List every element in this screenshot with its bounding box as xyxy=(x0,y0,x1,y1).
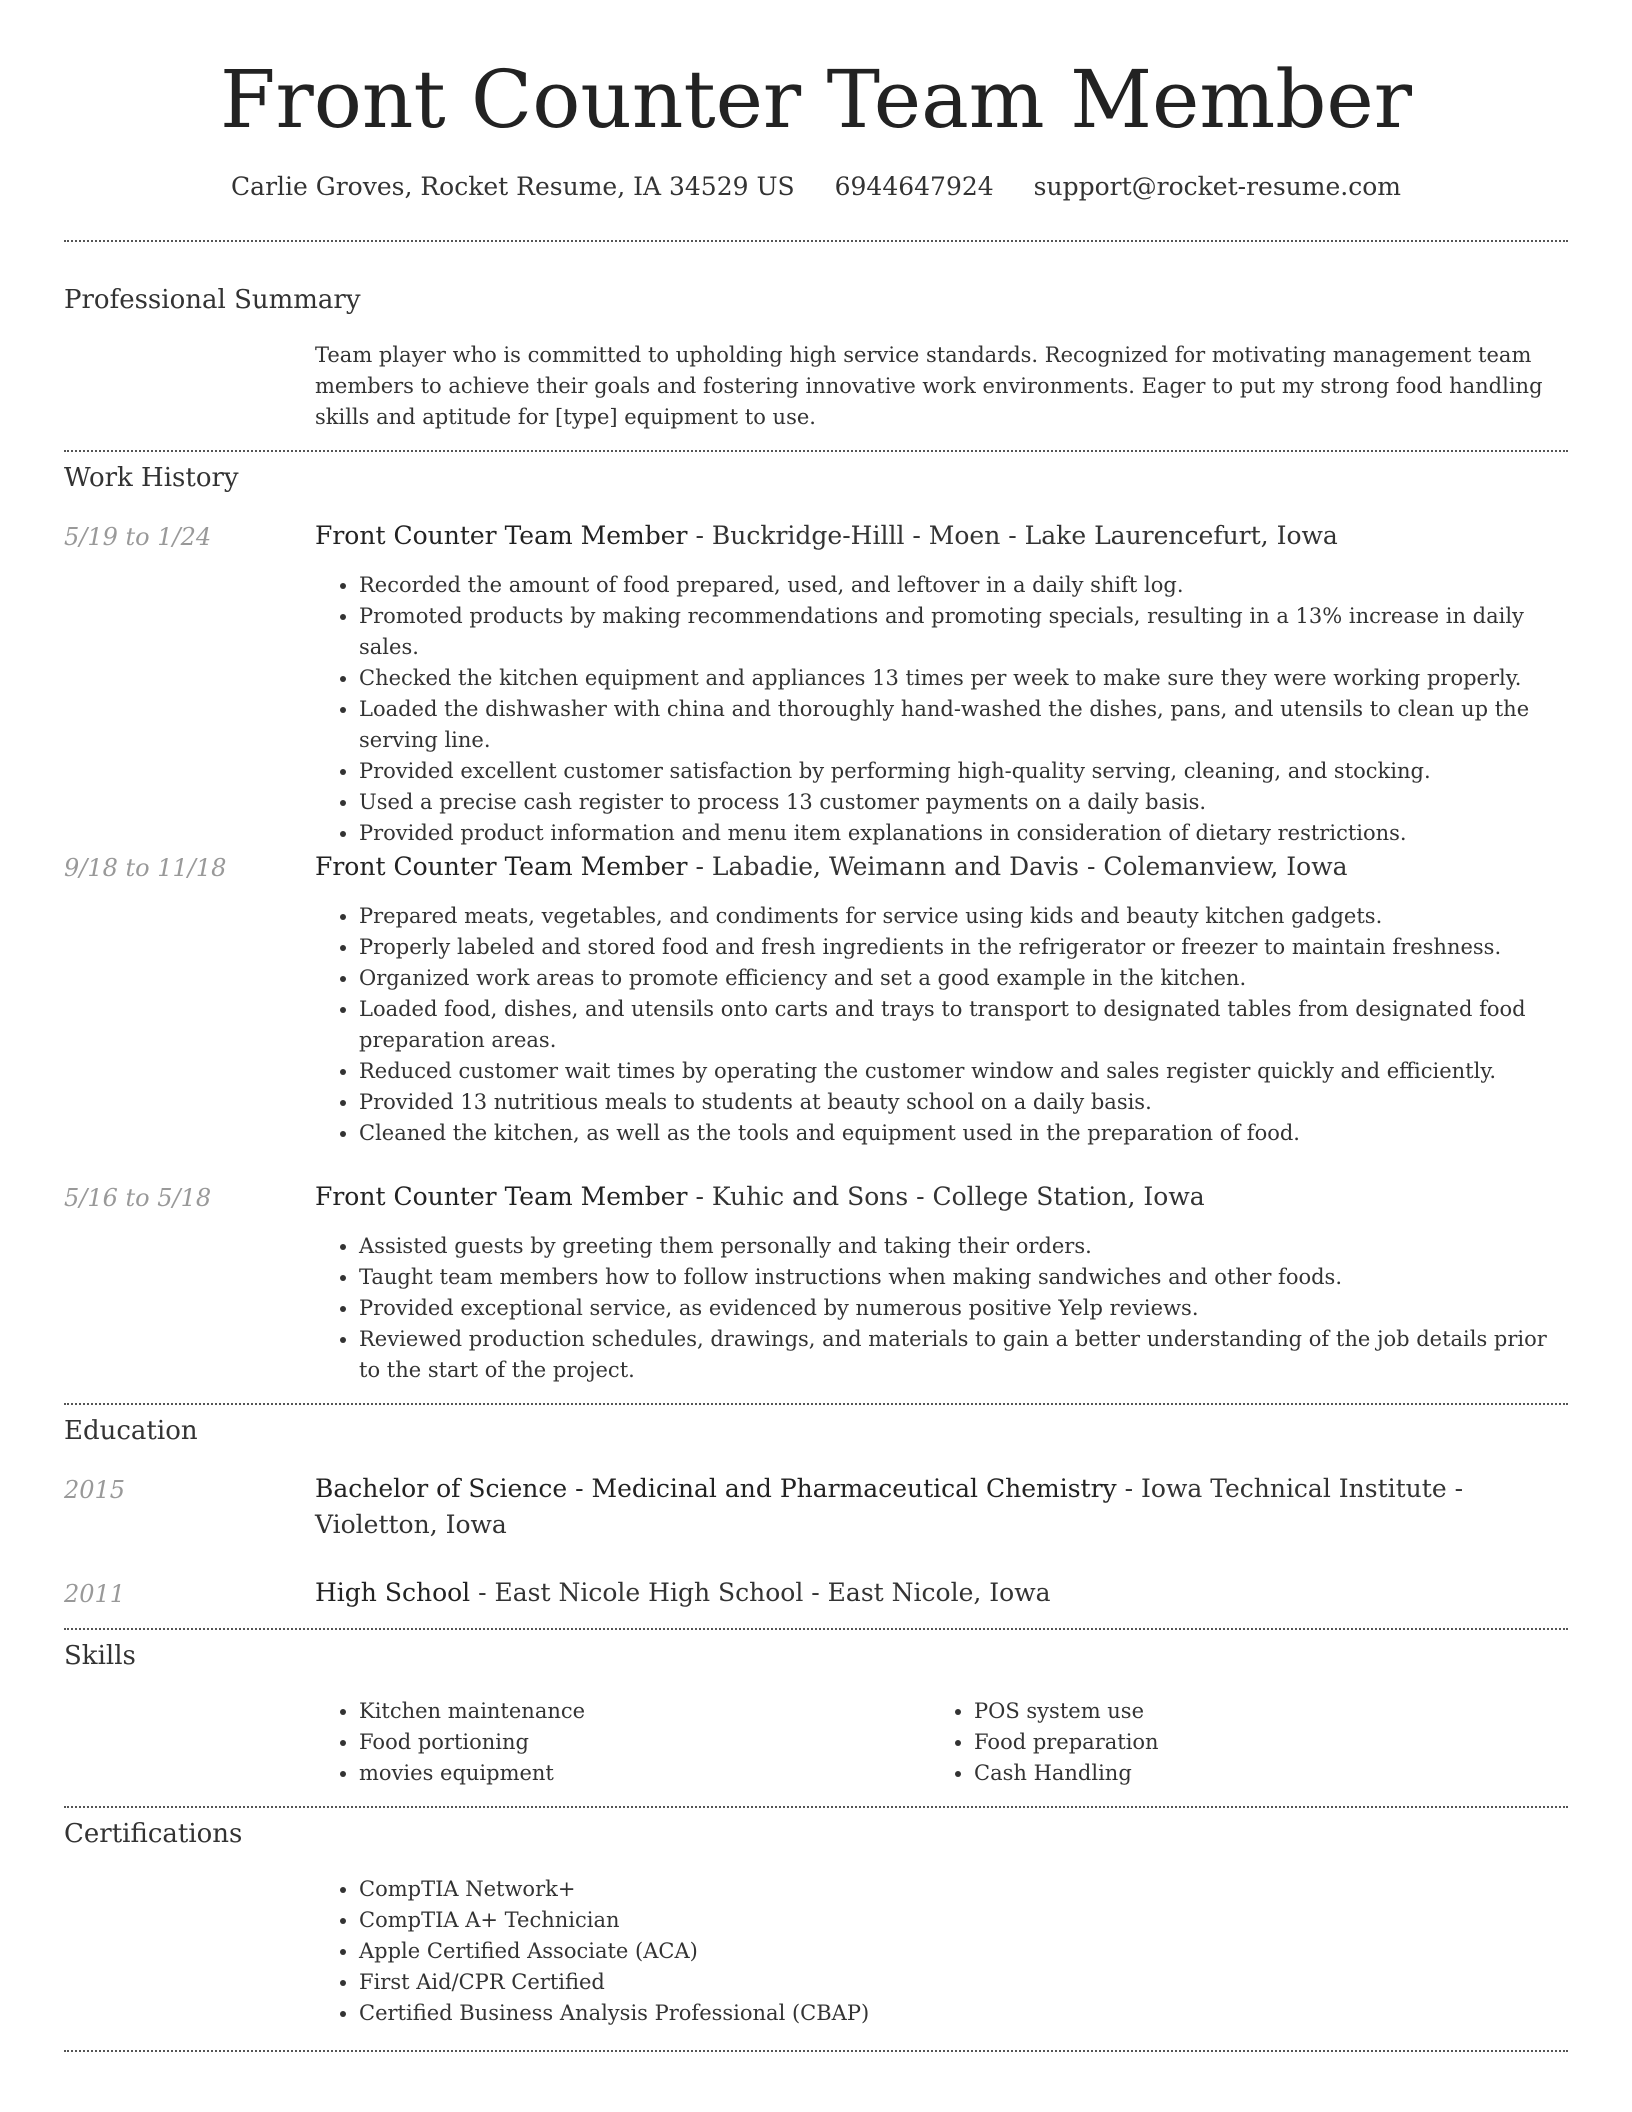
work-history-heading: Work History xyxy=(64,463,239,493)
section-divider xyxy=(64,1806,1568,1808)
list-item: • Provided 13 nutritious meals to students at beauty school on a daily basis. xyxy=(359,1087,1568,1118)
contact-address: Carlie Groves, Rocket Resume, IA 34529 US xyxy=(231,172,795,201)
summary-text: Team player who is committed to upholding high service standards. Recognized for motivating management team members to achieve their goals and fostering innovative work environments. Eager to put my strong food handling skills and aptitude for [type] equipment to use. xyxy=(315,343,1543,429)
job-dates: 5/16 to 5/18 xyxy=(64,1184,212,1212)
education-year: 2015 xyxy=(64,1476,126,1504)
job-header xyxy=(315,1179,1568,1215)
job-dates: 9/18 to 11/18 xyxy=(64,854,227,882)
certifications-heading: Certifications xyxy=(64,1819,243,1849)
list-item: • Apple Certified Associate (ACA) xyxy=(359,1936,1568,1967)
resume-title: Front Counter Team Member xyxy=(220,53,1412,146)
list-item: • Loaded the dishwasher with china and thoroughly hand-washed the dishes, pans, and utensils to clean up the serving line. xyxy=(359,694,1568,756)
contact-line xyxy=(0,170,1632,204)
list-item: • Reviewed production schedules, drawings, and materials to gain a better understanding of the job details prior to the start of the project. xyxy=(359,1324,1568,1386)
education-year: 2011 xyxy=(64,1580,126,1608)
list-item: • Provided exceptional service, as evidenced by numerous positive Yelp reviews. xyxy=(359,1293,1568,1324)
job-dates: 5/19 to 1/24 xyxy=(64,523,212,551)
list-item: • movies equipment xyxy=(359,1758,915,1789)
job-bullets xyxy=(315,570,1568,849)
contact-email: support@rocket-resume.com xyxy=(1033,172,1401,201)
skills-list-left xyxy=(315,1696,915,1789)
list-item: • Food preparation xyxy=(974,1727,1530,1758)
list-item: • CompTIA Network+ xyxy=(359,1874,1568,1905)
job-title: Front Counter Team Member xyxy=(315,852,688,881)
job-header xyxy=(315,518,1568,554)
list-item: • Cash Handling xyxy=(974,1758,1530,1789)
job-title: Front Counter Team Member xyxy=(315,1182,688,1211)
job-title: Front Counter Team Member xyxy=(315,521,688,550)
list-item: • POS system use xyxy=(974,1696,1530,1727)
list-item: • Certified Business Analysis Professional (CBAP) xyxy=(359,1998,1568,2029)
list-item: • Recorded the amount of food prepared, used, and leftover in a daily shift log. xyxy=(359,570,1568,601)
list-item: • Properly labeled and stored food and fresh ingredients in the refrigerator or freezer to maintain freshness. xyxy=(359,932,1568,963)
list-item: • Cleaned the kitchen, as well as the tools and equipment used in the preparation of food. xyxy=(359,1118,1568,1149)
section-divider xyxy=(64,2050,1568,2052)
certifications-list xyxy=(315,1874,1568,2029)
list-item: • Assisted guests by greeting them personally and taking their orders. xyxy=(359,1231,1568,1262)
job-bullets xyxy=(315,1231,1568,1386)
summary-heading: Professional Summary xyxy=(64,285,361,315)
section-divider xyxy=(64,1403,1568,1405)
education-degree: Bachelor of Science - Medicinal and Pharmaceutical Chemistry xyxy=(315,1474,1117,1503)
skills-list-right xyxy=(930,1696,1530,1789)
job-employer: - Buckridge-Hilll - Moen - Lake Laurencefurt, Iowa xyxy=(687,521,1338,550)
section-divider xyxy=(64,1628,1568,1630)
job-header xyxy=(315,849,1568,885)
list-item: • Organized work areas to promote efficiency and set a good example in the kitchen. xyxy=(359,963,1568,994)
list-item: • Taught team members how to follow instructions when making sandwiches and other foods. xyxy=(359,1262,1568,1293)
list-item: • Promoted products by making recommendations and promoting specials, resulting in a 13% increase in daily sales. xyxy=(359,601,1568,663)
section-divider xyxy=(64,240,1568,242)
education-heading: Education xyxy=(64,1416,198,1446)
list-item: • First Aid/CPR Certified xyxy=(359,1967,1568,1998)
list-item: • Kitchen maintenance xyxy=(359,1696,915,1727)
job-employer: - Kuhic and Sons - College Station, Iowa xyxy=(687,1182,1205,1211)
contact-phone: 6944647924 xyxy=(834,172,994,201)
list-item: • Provided excellent customer satisfaction by performing high-quality serving, cleaning, and stocking. xyxy=(359,756,1568,787)
education-entry xyxy=(315,1575,1568,1611)
education-school: - East Nicole High School - East Nicole, Iowa xyxy=(470,1578,1051,1607)
list-item: • Loaded food, dishes, and utensils onto carts and trays to transport to designated tables from designated food preparation areas. xyxy=(359,994,1568,1056)
list-item: • Reduced customer wait times by operating the customer window and sales register quickly and efficiently. xyxy=(359,1056,1568,1087)
list-item: • Food portioning xyxy=(359,1727,915,1758)
list-item: • Used a precise cash register to process 13 customer payments on a daily basis. xyxy=(359,787,1568,818)
education-degree: High School xyxy=(315,1578,471,1607)
skills-heading: Skills xyxy=(64,1641,136,1671)
education-entry xyxy=(315,1471,1568,1543)
education-school: - Iowa Technical Institute - Violetton, Iowa xyxy=(315,1474,1464,1539)
list-item: • CompTIA A+ Technician xyxy=(359,1905,1568,1936)
job-bullets xyxy=(315,901,1568,1149)
list-item: • Checked the kitchen equipment and appliances 13 times per week to make sure they were working properly. xyxy=(359,663,1568,694)
list-item: • Prepared meats, vegetables, and condiments for service using kids and beauty kitchen gadgets. xyxy=(359,901,1568,932)
list-item: • Provided product information and menu item explanations in consideration of dietary restrictions. xyxy=(359,818,1568,849)
job-employer: - Labadie, Weimann and Davis - Colemanview, Iowa xyxy=(687,852,1348,881)
section-divider xyxy=(64,450,1568,452)
